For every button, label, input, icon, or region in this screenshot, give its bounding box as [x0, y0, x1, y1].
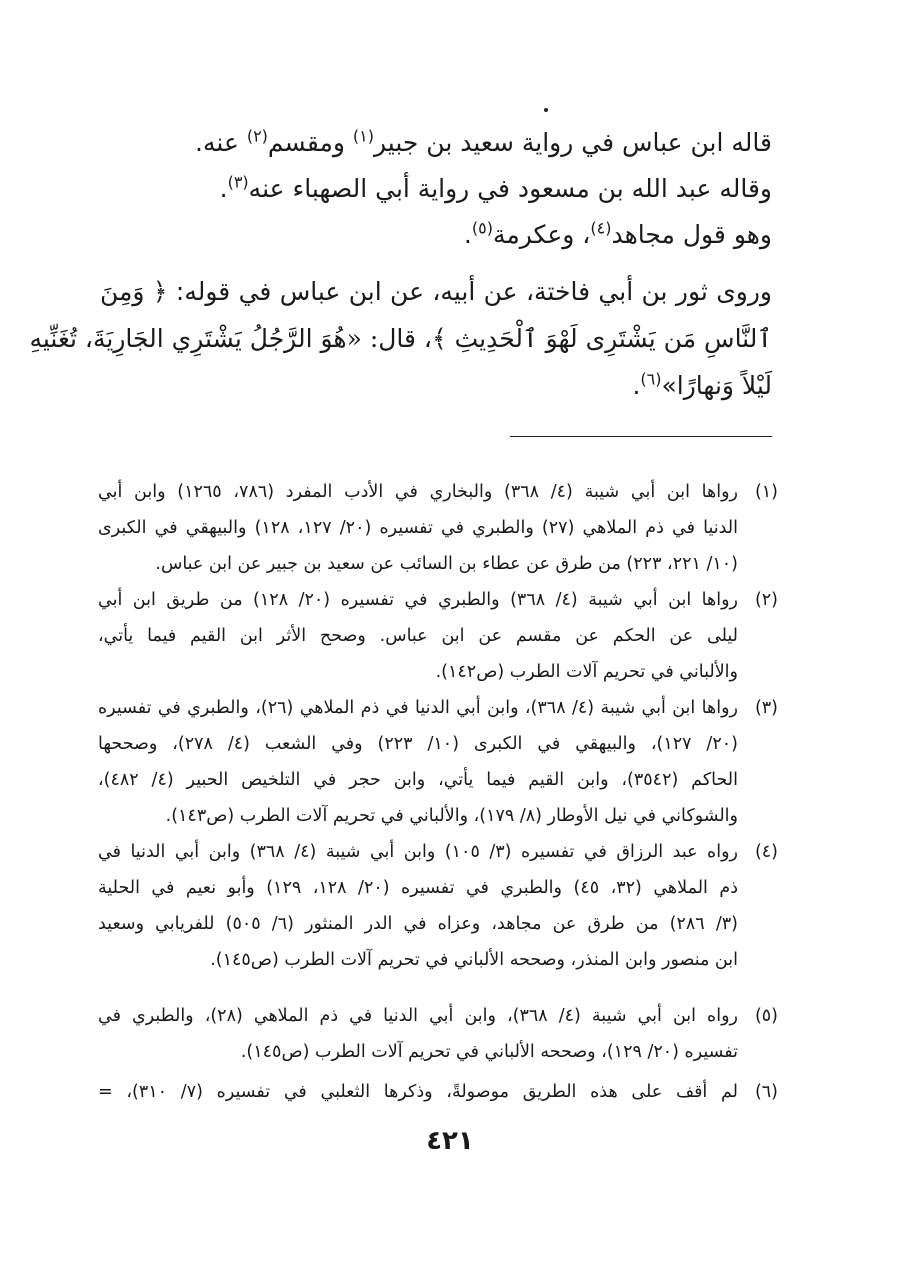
ornament-dot [544, 108, 548, 112]
footnote-3-text-1: رواها ابن أبي شيبة (٤/ ٣٦٨)، وابن أبي الدنيا في ذم الملاهي (٢٦)، والطبري في تفسيره [98, 698, 738, 718]
footnote-3-number: (٣) [754, 698, 778, 718]
main-line-2-end: . [219, 174, 228, 203]
main-line-3-text: وهو قول مجاهد [611, 220, 772, 249]
footnote-2-text-1: رواها ابن أبي شيبة (٤/ ٣٦٨) والطبري في تفسيره (٢٠/ ١٢٨) من طريق ابن أبي [98, 590, 738, 610]
main-line-2-text: وقاله عبد الله بن مسعود في رواية أبي الصهباء عنه [248, 174, 772, 203]
main-line-1-mid: ومقسم [267, 128, 353, 157]
footnote-4-text-1: رواه عبد الرزاق في تفسيره (٣/ ١٠٥) وابن أبي شيبة (٤/ ٣٦٨) وابن أبي الدنيا في [98, 842, 738, 862]
main-line-6-end: . [632, 371, 641, 400]
footnote-5-number: (٥) [754, 1006, 778, 1026]
footnote-4-text-4: ابن منصور وابن المنذر، وصححه الألباني في تحريم آلات الطرب (ص١٤٥). [210, 950, 738, 970]
footnote-ref-1[interactable]: (١) [352, 126, 374, 146]
main-line-6-text: لَيْلاً وَنهارًا» [661, 371, 772, 400]
main-line-6 [100, 371, 772, 400]
main-line-5: ٱلنَّاسِ مَن يَشْتَرِى لَهْوَ ٱلْحَدِيثِ ﴾، قال: «هُوَ الرَّجُلُ يَشْتَرِي الجَارِيَةَ، تُغَنِّيهِ [29, 324, 772, 353]
footnote-ref-6[interactable]: (٦) [640, 369, 662, 389]
main-line-4: وروى ثور بن أبي فاختة، عن أبيه، عن ابن عباس في قوله: ﴿ وَمِنَ [100, 277, 772, 306]
footnote-4-number: (٤) [754, 842, 778, 862]
footnote-1-text-2: الدنيا في ذم الملاهي (٢٧) والطبري في تفسيره (٢٠/ ١٢٧، ١٢٨) والبيهقي في الكبرى [98, 518, 738, 538]
main-line-1 [100, 128, 772, 157]
footnote-ref-4[interactable]: (٤) [590, 218, 612, 238]
footnote-ref-2[interactable]: (٢) [246, 126, 268, 146]
footnote-4-text-3: (٣/ ٢٨٦) من طرق عن مجاهد، وعزاه في الدر المنثور (٦/ ٥٠٥) للفريابي وسعيد [98, 914, 738, 934]
footnote-2-text-2: ليلى عن الحكم عن مقسم عن ابن عباس. وصحح الأثر ابن القيم فيما يأتي، [98, 626, 738, 646]
main-line-3-end: . [463, 220, 472, 249]
footnote-5-text-2: تفسيره (٢٠/ ١٢٩)، وصححه الألباني في تحريم آلات الطرب (ص١٤٥). [240, 1042, 738, 1062]
footnote-1-number: (١) [754, 482, 778, 502]
page-number: ٤٢١ [426, 1126, 474, 1156]
footnote-ref-3[interactable]: (٣) [227, 172, 249, 192]
footnote-5-text-1: رواه ابن أبي شيبة (٤/ ٣٦٨)، وابن أبي الدنيا في ذم الملاهي (٢٨)، والطبري في [98, 1006, 738, 1026]
main-line-1-text: قاله ابن عباس في رواية سعيد بن جبير [374, 128, 772, 157]
footnote-2-text-3: والألباني في تحريم آلات الطرب (ص١٤٢). [435, 662, 738, 682]
footnote-3-text-2: (٢٠/ ١٢٧)، والبيهقي في الكبرى (١٠/ ٢٢٣) وفي الشعب (٤/ ٢٧٨)، وصححها [98, 734, 738, 754]
footnote-1-text-3: (١٠/ ٢٢١، ٢٢٣) من طرق عن عطاء بن السائب عن سعيد بن جبير عن ابن عباس. [155, 554, 738, 574]
main-line-3-mid: ، وعكرمة [492, 220, 591, 249]
footnote-separator [510, 436, 772, 437]
footnote-2-number: (٢) [754, 590, 778, 610]
footnote-3-text-4: والشوكاني في نيل الأوطار (٨/ ١٧٩)، والألباني في تحريم آلات الطرب (ص١٤٣). [165, 806, 738, 826]
footnote-3-text-3: الحاكم (٣٥٤٢)، وابن القيم فيما يأتي، وابن حجر في التلخيص الحبير (٤/ ٤٨٢)، [98, 770, 738, 790]
footnote-6-number: (٦) [754, 1082, 778, 1102]
main-line-2 [100, 174, 772, 203]
footnote-4-text-2: ذم الملاهي (٣٢، ٤٥) والطبري في تفسيره (٢٠/ ١٢٨، ١٢٩) وأبو نعيم في الحلية [98, 878, 738, 898]
footnote-6-text-1: لم أقف على هذه الطريق موصولةً، وذكرها الثعلبي في تفسيره (٧/ ٣١٠)، = [98, 1082, 739, 1102]
footnote-1-text-1: رواها ابن أبي شيبة (٤/ ٣٦٨) والبخاري في الأدب المفرد (٧٨٦، ١٢٦٥) وابن أبي [98, 482, 738, 502]
main-line-3 [100, 220, 772, 249]
main-line-1-end: عنه. [195, 128, 247, 157]
footnote-ref-5[interactable]: (٥) [471, 218, 493, 238]
